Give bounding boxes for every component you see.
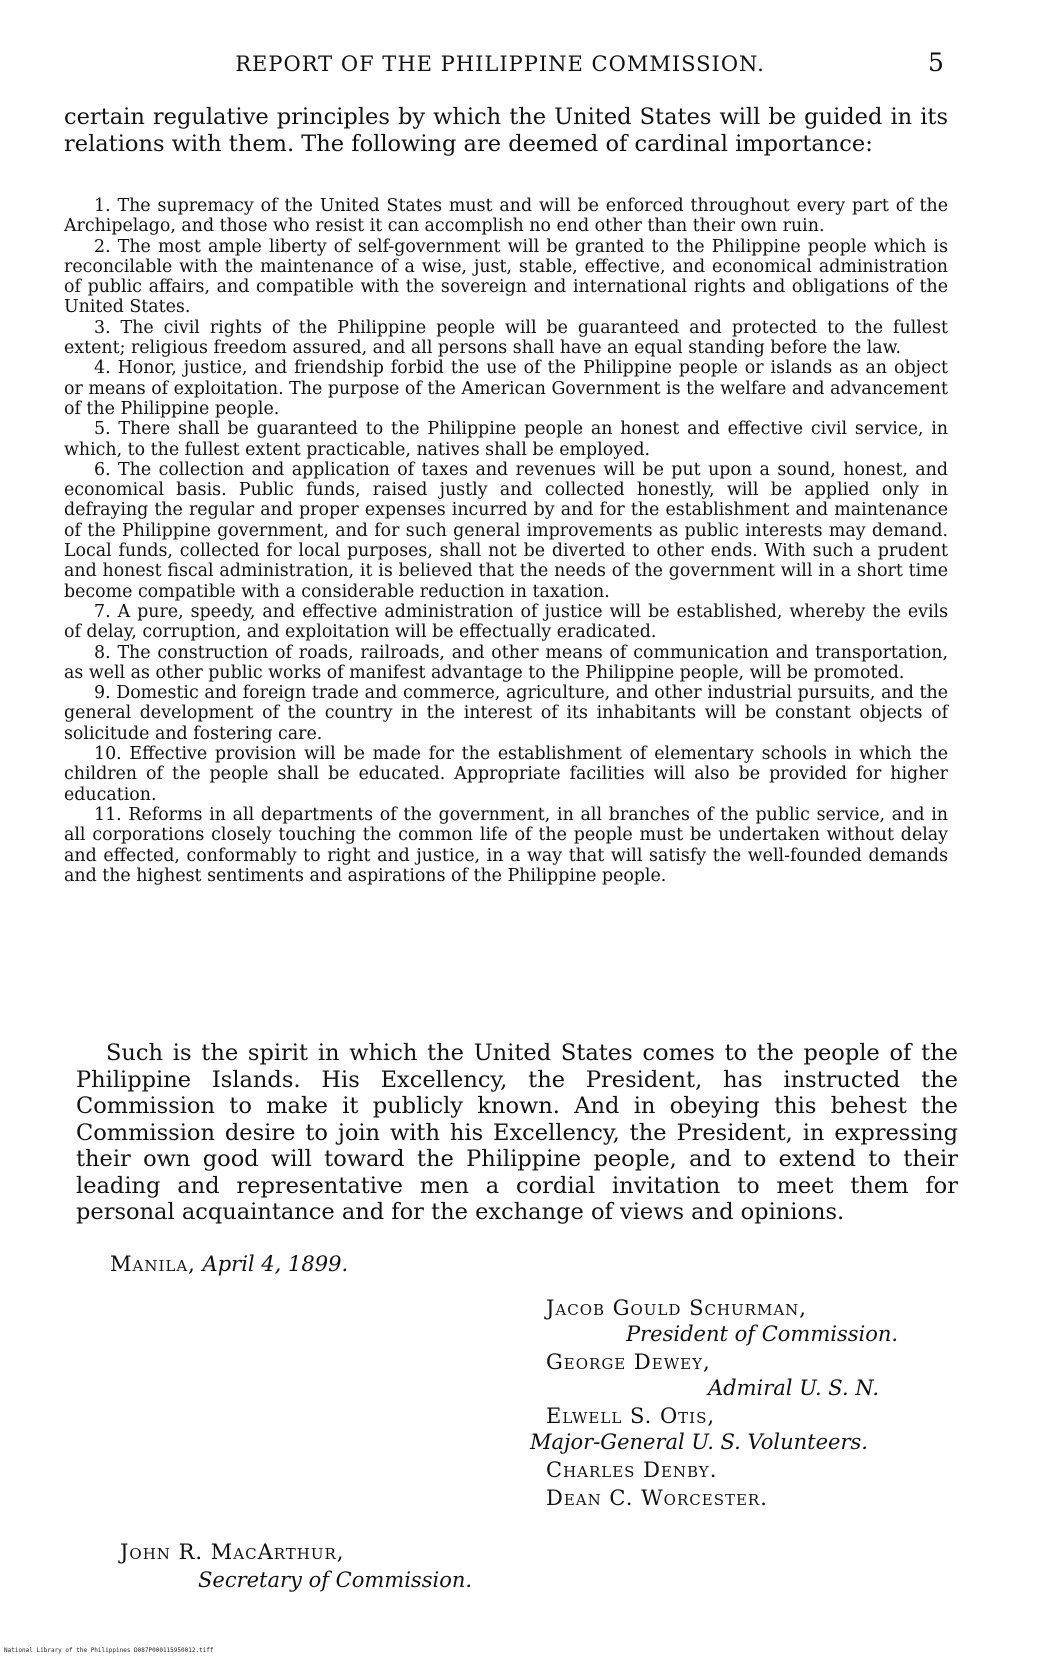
principle-item: 7. A pure, speedy, and effective administration of justice will be established, whereby the evils of delay, corruption, and exploitation will be effectually eradicated. [64, 601, 948, 643]
intro-paragraph: certain regulative principles by which the United States will be guided in its relations with them. The following are deemed of cardinal importance: [64, 104, 948, 157]
dateline-date: April 4, 1899. [202, 1252, 349, 1276]
principle-item: 9. Domestic and foreign trade and commerce, agriculture, and other industrial pursuits, and the general development of the country in the interest of its inhabitants will be constant objects of solicitude and fostering care. [64, 683, 948, 744]
signatory-title: Major-General U. S. Volunteers. [530, 1430, 868, 1454]
principle-item: 1. The supremacy of the United States must and will be enforced throughout every part of the Archipelago, and those who resist it can accomplish no end other than their own ruin. [64, 196, 948, 237]
signatory-name: Elwell S. Otis, [546, 1404, 716, 1428]
principle-item: 5. There shall be guaranteed to the Philippine people an honest and effective civil service, in which, to the fullest extent practicable, natives shall be employed. [64, 419, 948, 460]
closing-paragraph: Such is the spirit in which the United States comes to the people of the Philippine Islands. His Excellency, the President, has instructed the Commission to make it publicly known. And in obeying this behest the Commission desire to join with his Excellency, the President, in expressing their own good will toward the Philippine people, and to extend to their leading and representative men a cordial invitation to meet them for personal acquaintance and for the exchange of views and opinions. [76, 1040, 958, 1225]
secretary-name: John R. MacArthur, [120, 1540, 345, 1564]
principle-item: 6. The collection and application of taxes and revenues will be put upon a sound, honest, and economical basis. Public funds, raised justly and collected honestly, will be applied only in defraying the regular and proper expenses incurred by and for the establishment and maintenance of the Philippine government, and for such general improvements as public interests may demand. Local funds, collected for local purposes, shall not be diverted to other ends. With such a prudent and honest fiscal administration, it is believed that the needs of the government will in a short time become compatible with a considerable reduction in taxation. [64, 459, 948, 602]
signatory-name: Jacob Gould Schurman, [546, 1296, 807, 1320]
principle-item: 2. The most ample liberty of self-government will be granted to the Philippine people which is reconcilable with the maintenance of a wise, just, stable, effective, and economical administration of public affairs, and compatible with the sovereign and international rights and obligations of the United States. [64, 236, 948, 318]
running-head: REPORT OF THE PHILIPPINE COMMISSION. [235, 52, 765, 76]
principles-list [64, 196, 948, 886]
principle-item: 3. The civil rights of the Philippine people will be guaranteed and protected to the fullest extent; religious freedom assured, and all persons shall have an equal standing before the law. [64, 317, 948, 359]
signatory-name: George Dewey, [546, 1350, 711, 1374]
principle-item: 8. The construction of roads, railroads, and other means of communication and transportation, as well as other public works of manifest advantage to the Philippine people, will be promoted. [64, 642, 948, 683]
principle-item: 11. Reforms in all departments of the government, in all branches of the public service, and in all corporations closely touching the common life of the people must be undertaken without delay and effected, conformably to right and justice, in a way that will satisfy the well-founded demands and the highest sentiments and aspirations of the Philippine people. [64, 804, 948, 886]
signatory-title: Admiral U. S. N. [708, 1376, 880, 1400]
dateline [110, 1252, 348, 1276]
signatory-name: Dean C. Worcester. [546, 1486, 768, 1510]
principle-item: 10. Effective provision will be made for the establishment of elementary schools in which the children of the people shall be educated. Appropriate facilities will also be provided for higher education. [64, 744, 948, 805]
dateline-place: Manila, [110, 1252, 196, 1276]
secretary-title: Secretary of Commission. [198, 1568, 473, 1592]
page-number: 5 [928, 48, 944, 77]
scan-footer: National Library of the Philippines D087P000115950012.tiff [4, 1647, 214, 1654]
signatory-title: President of Commission. [626, 1322, 899, 1346]
principle-item: 4. Honor, justice, and friendship forbid the use of the Philippine people or islands as an object or means of exploitation. The purpose of the American Government is the welfare and advancement of the Philippine people. [64, 358, 948, 419]
signatory-name: Charles Denby. [546, 1458, 718, 1482]
